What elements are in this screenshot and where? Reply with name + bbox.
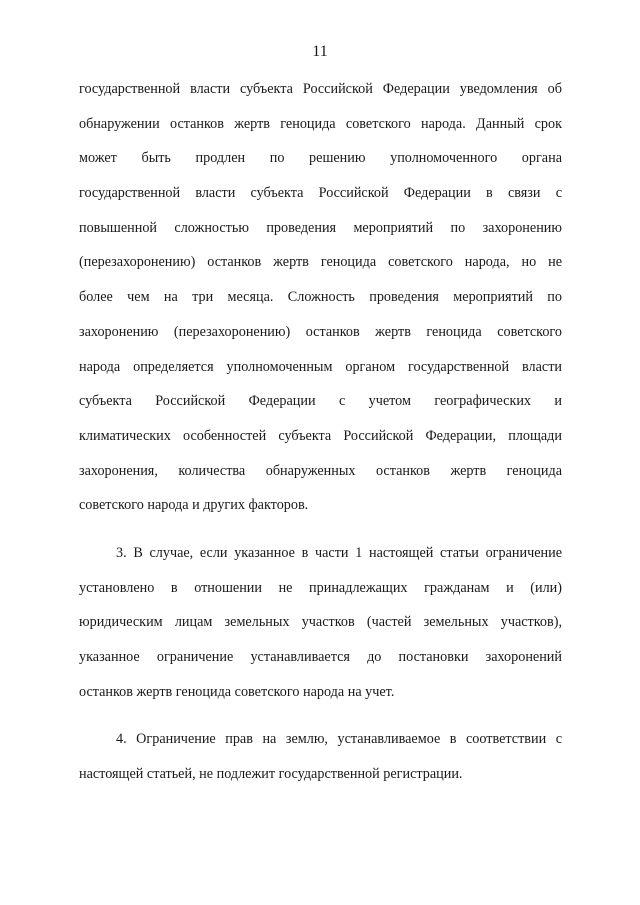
text-line: государственной власти субъекта Российской Федерации уведомления об	[79, 81, 562, 97]
text-line: юридическим лицам земельных участков (частей земельных участков),	[79, 614, 562, 631]
text-line: субъекта Российской Федерации с учетом географических и	[79, 393, 562, 410]
text-line: указанное ограничение устанавливается до постановки захоронений	[79, 649, 562, 665]
text-line: повышенной сложностью проведения мероприятий по захоронению	[79, 219, 562, 236]
text-line: (перезахоронению) останков жертв геноцида советского народа, но не	[79, 254, 562, 271]
text-line: может быть продлен по решению уполномоченного органа	[79, 150, 562, 167]
text-line: государственной власти субъекта Российской Федерации в связи с	[79, 185, 562, 202]
text-line: 4. Ограничение прав на землю, устанавливаемое в соответствии с	[116, 731, 562, 748]
text-line: 3. В случае, если указанное в части 1 настоящей статьи ограничение	[116, 544, 562, 561]
text-line: климатических особенностей субъекта Российской Федерации, площади	[79, 427, 562, 444]
text-line: обнаружении останков жертв геноцида советского народа. Данный срок	[79, 115, 562, 132]
page-number: 11	[312, 43, 328, 60]
text-line: советского народа и других факторов.	[79, 497, 309, 514]
paragraph-part-3	[79, 536, 562, 709]
text-line: установлено в отношении не принадлежащих гражданам и (или)	[79, 579, 562, 596]
paragraph-continuation	[79, 72, 562, 523]
text-line: захоронению (перезахоронению) останков жертв геноцида советского	[79, 323, 562, 340]
text-line: более чем на три месяца. Сложность проведения мероприятий по	[79, 289, 562, 306]
text-line: народа определяется уполномоченным органом государственной власти	[79, 358, 562, 375]
text-line: захоронения, количества обнаруженных останков жертв геноцида	[79, 462, 562, 479]
document-body	[79, 72, 562, 792]
text-line: настоящей статьей, не подлежит государственной регистрации.	[79, 766, 463, 783]
paragraph-part-4	[79, 722, 562, 791]
text-line: останков жертв геноцида советского народа на учет.	[79, 683, 395, 700]
